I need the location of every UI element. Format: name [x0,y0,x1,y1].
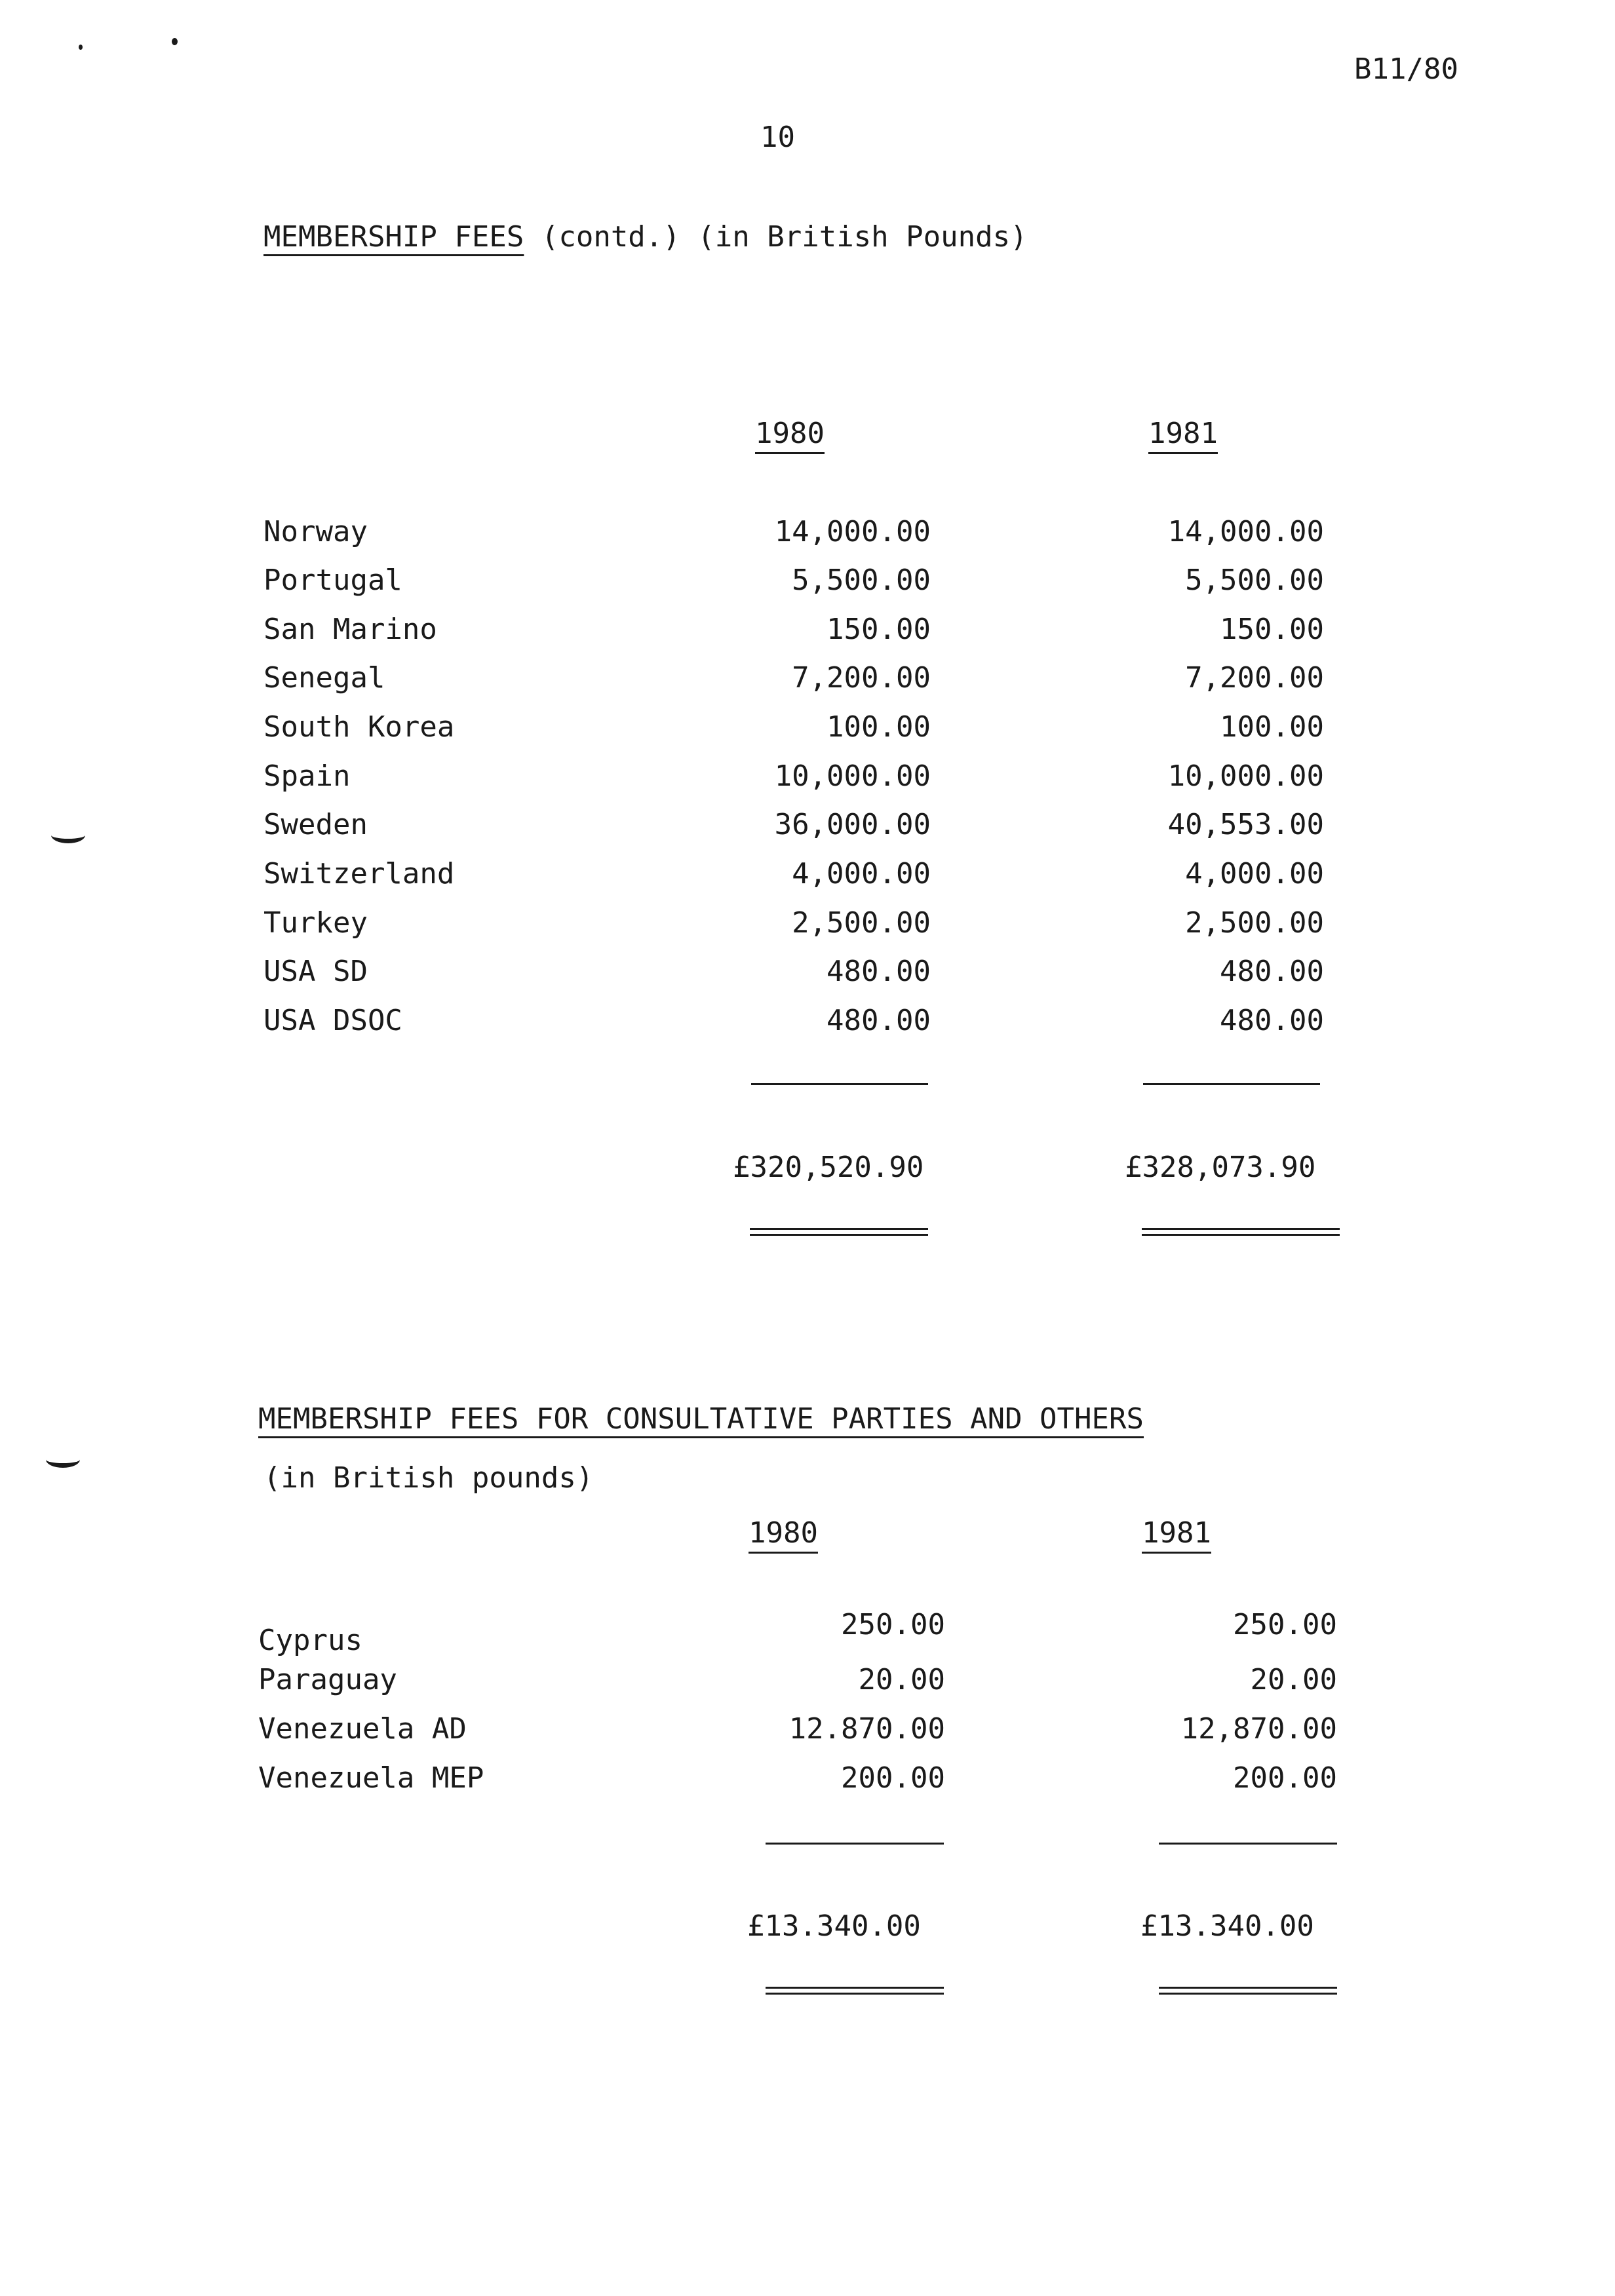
row-country: USA SD [263,955,368,988]
section1-total-1980: £320,520.90 [733,1151,924,1184]
table-row [0,857,1615,892]
row-value-1980: 7,200.00 [792,661,931,695]
row-country: Portugal [263,564,402,597]
scan-speck [79,45,83,50]
section1-title-underlined: MEMBERSHIP FEES [263,220,524,254]
table-row [0,957,1615,990]
row-value-1980: 12.870.00 [788,1712,945,1746]
subtotal-rule [1143,1083,1320,1085]
section2-total-1980: £13.340.00 [747,1909,921,1943]
row-value-1981: 20.00 [1250,1663,1337,1696]
row-value-1981: 10,000.00 [1167,759,1324,793]
row-value-1980: 480.00 [827,1004,931,1037]
section1-year-1981: 1981 [1148,417,1218,450]
row-value-1980: 14,000.00 [774,515,931,548]
table-row [0,1712,1615,1748]
row-value-1980: 150.00 [827,613,931,646]
scan-speck [172,38,178,45]
table-row [0,1663,1615,1698]
row-value-1980: 2,500.00 [792,906,931,940]
section1-title [263,220,1028,254]
section1-total-1981: £328,073.90 [1125,1151,1316,1184]
subtotal-rule [1159,1843,1337,1845]
row-value-1981: 5,500.00 [1185,564,1324,597]
row-value-1981: 100.00 [1220,710,1324,744]
table-row [0,906,1615,942]
section2-year-1981: 1981 [1142,1516,1211,1550]
table-row [0,710,1615,746]
total-double-rule [750,1228,928,1236]
subtotal-rule [751,1083,928,1085]
table-row [0,1761,1615,1797]
table-row [0,615,1615,648]
row-value-1981: 4,000.00 [1185,857,1324,890]
row-value-1981: 200.00 [1233,1761,1337,1795]
table-row [0,808,1615,843]
table-row [0,1006,1615,1039]
row-value-1981: 250.00 [1233,1608,1337,1641]
row-country: Senegal [263,661,385,695]
row-country: Sweden [263,808,368,841]
row-country: Turkey [263,906,368,940]
section2-subtitle: (in British pounds) [263,1461,594,1495]
section1-title-rest: (contd.) (in British Pounds) [541,220,1028,254]
section2-total-1981: £13.340.00 [1140,1909,1314,1943]
row-value-1981: 40,553.00 [1167,808,1324,841]
section2-year-1980: 1980 [749,1516,818,1550]
row-value-1981: 150.00 [1220,613,1324,646]
row-value-1980: 250.00 [841,1608,945,1641]
table-row [0,515,1615,550]
row-value-1981: 2,500.00 [1185,906,1324,940]
row-value-1980: 480.00 [827,955,931,988]
section1-year-1980: 1980 [755,417,825,450]
row-country: Venezuela AD [258,1712,467,1746]
row-country: Spain [263,759,351,793]
row-country: Switzerland [263,857,455,890]
table-row [0,661,1615,697]
row-value-1980: 100.00 [827,710,931,744]
table-row [0,1608,1615,1657]
row-country: USA DSOC [263,1004,402,1037]
document-reference: B11/80 [1354,52,1458,86]
row-value-1981: 12,870.00 [1180,1712,1337,1746]
row-value-1980: 20.00 [858,1663,945,1696]
row-value-1980: 10,000.00 [774,759,931,793]
row-value-1981: 7,200.00 [1185,661,1324,695]
section2-title: MEMBERSHIP FEES FOR CONSULTATIVE PARTIES AND OTHERS [258,1402,1144,1436]
row-country: Norway [263,515,368,548]
total-double-rule [1142,1228,1340,1236]
row-value-1981: 14,000.00 [1167,515,1324,548]
row-value-1980: 36,000.00 [774,808,931,841]
row-value-1981: 480.00 [1220,1004,1324,1037]
row-value-1980: 5,500.00 [792,564,931,597]
row-country: Paraguay [258,1663,397,1696]
table-row [0,566,1615,599]
row-value-1981: 480.00 [1220,955,1324,988]
page-number: 10 [760,121,795,154]
row-value-1980: 200.00 [841,1761,945,1795]
row-value-1980: 4,000.00 [792,857,931,890]
total-double-rule [766,1987,944,1995]
row-country: San Marino [263,613,437,646]
subtotal-rule [766,1843,944,1845]
total-double-rule [1159,1987,1337,1995]
row-country: Cyprus [258,1624,362,1657]
margin-mark [46,1451,80,1468]
row-country: South Korea [263,710,455,744]
row-country: Venezuela MEP [258,1761,484,1795]
table-row [0,759,1615,795]
